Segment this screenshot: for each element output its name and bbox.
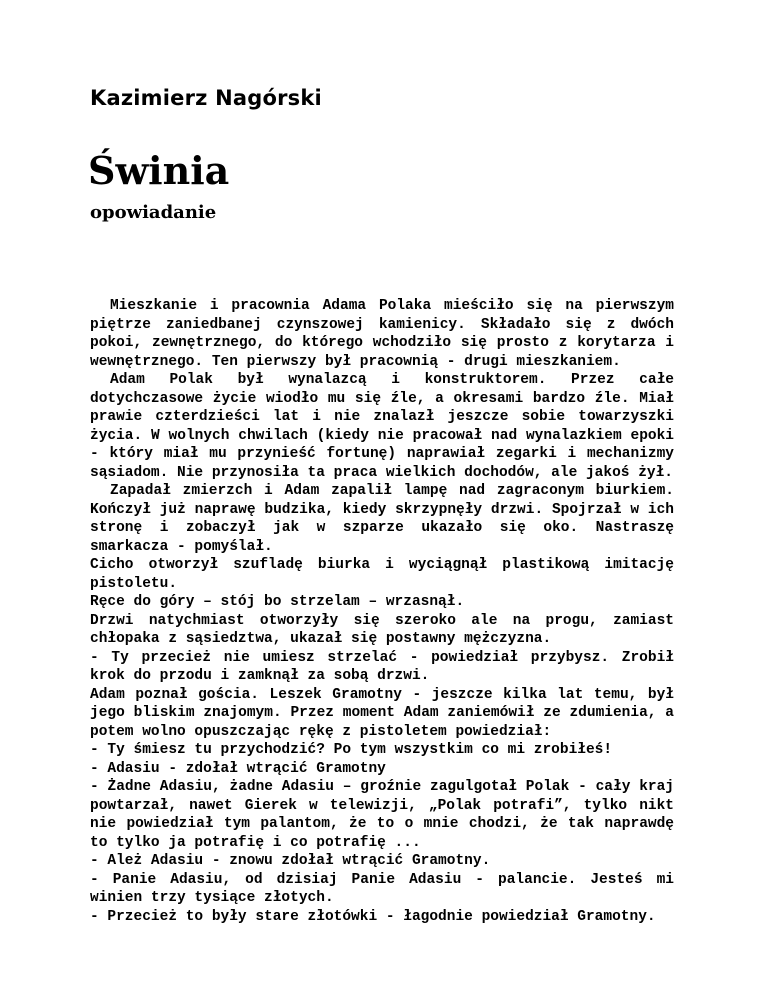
paragraph: - Ty śmiesz tu przychodzić? Po tym wszystkim co mi zrobiłeś! bbox=[90, 742, 613, 758]
story-title: Świnia bbox=[88, 148, 230, 193]
paragraph: - Ależ Adasiu - znowu zdołał wtrącić Gramotny. bbox=[90, 853, 491, 869]
paragraph: Zapadał zmierzch i Adam zapalił lampę nad zagraconym biurkiem. Kończył już naprawę budzika, kiedy skrzypnęły drzwi. Spojrzał w ich stronę i zobaczył jak w szparze ukazało się oko. Nastraszę smarkacza - pomyślał. bbox=[90, 483, 674, 555]
story-subtitle: opowiadanie bbox=[90, 202, 217, 223]
paragraph: Cicho otworzył szufladę biurka i wyciągnął plastikową imitację pistoletu. bbox=[90, 557, 674, 592]
paragraph: - Przecież to były stare złotówki - łagodnie powiedział Gramotny. bbox=[90, 908, 656, 925]
author-name: Kazimierz Nagórski bbox=[90, 86, 322, 110]
story-body bbox=[90, 297, 674, 926]
paragraph: - Ty przecież nie umiesz strzelać - powiedział przybysz. Zrobił krok do przodu i zamknął za sobą drzwi. bbox=[90, 649, 674, 684]
paragraph: Drzwi natychmiast otworzyły się szeroko ale na progu, zamiast chłopaka z sąsiedztwa, ukazał się postawny mężczyzna. bbox=[90, 612, 674, 647]
paragraph: - Panie Adasiu, od dzisiaj Panie Adasiu - palancie. Jesteś mi winien trzy tysiące złotych. bbox=[90, 871, 674, 906]
paragraph: Adam poznał gościa. Leszek Gramotny - jeszcze kilka lat temu, był jego bliskim znajomym. Przez moment Adam zaniemówił ze zdumienia, a potem wolno opuszczając rękę z pistoletem powiedział: bbox=[90, 686, 674, 740]
paragraph: - Żadne Adasiu, żadne Adasiu – groźnie zagulgotał Polak - cały kraj powtarzał, nawet Gierek w telewizji, „Polak potrafi”, tylko nikt nie powiedział tym palantom, że to o mnie chodzi, że tak naprawdę to tylko ja potrafię i co potrafię ... bbox=[90, 779, 674, 851]
paragraph: Adam Polak był wynalazcą i konstruktorem. Przez całe dotychczasowe życie wiodło mu się źle, a okresami bardzo źle. Miał prawie czterdzieści lat i nie znalazł jeszcze sobie towarzyszki życia. W wolnych chwilach (kiedy nie pracował nad wynalazkiem epoki - który miał mu przynieść fortunę) naprawiał zegarki i mechanizmy sąsiadom. Nie przynosiła ta praca wielkich dochodów, ale jakoś żył. bbox=[90, 372, 674, 481]
paragraph: Ręce do góry – stój bo strzelam – wrzasnął. bbox=[90, 594, 465, 610]
paragraph: - Adasiu - zdołał wtrącić Gramotny bbox=[90, 760, 386, 777]
paragraph: Mieszkanie i pracownia Adama Polaka mieściło się na pierwszym piętrze zaniedbanej czynszowej kamienicy. Składało się z dwóch pokoi, zewnętrznego, do którego wchodziło się prosto z korytarza i wewnętrznego. Ten pierwszy był pracownią - drugi mieszkaniem. bbox=[90, 298, 674, 370]
